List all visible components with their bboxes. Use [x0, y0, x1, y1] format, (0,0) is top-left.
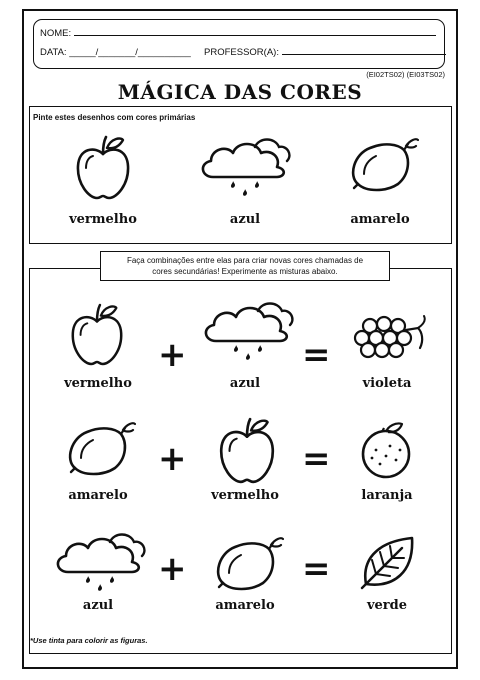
combo-2-result: laranja: [361, 488, 413, 503]
student-info-box: [33, 19, 445, 69]
apple-icon: [68, 300, 126, 368]
primary-label-1: vermelho: [69, 212, 137, 227]
primary-instruction: Pinte estes desenhos com cores primárias: [33, 113, 196, 122]
leaf-icon: [358, 532, 418, 592]
plus-sign: +: [158, 549, 187, 589]
note-line-1: Faça combinações entre elas para criar novas cores chamadas de: [126, 256, 364, 265]
nome-row: [40, 27, 436, 39]
apple-icon: [72, 132, 134, 202]
rain-cloud-icon: [48, 528, 152, 598]
combo-1-a: vermelho: [64, 376, 132, 391]
nome-label: NOME:: [40, 28, 72, 39]
rain-cloud-icon: [193, 133, 297, 203]
footnote: *Use tinta para colorir as figuras.: [30, 636, 148, 645]
primary-label-3: amarelo: [350, 212, 410, 227]
combo-3-a: azul: [82, 598, 114, 613]
plus-sign: +: [158, 335, 187, 375]
lemon-icon: [64, 420, 136, 480]
curriculum-codes: (EI02TS02) (EI03TS02): [366, 70, 445, 79]
combo-2-a: amarelo: [68, 488, 128, 503]
orange-icon: [356, 418, 416, 482]
equals-sign: =: [302, 439, 331, 479]
primary-label-2: azul: [229, 212, 261, 227]
rain-cloud-icon: [196, 297, 300, 367]
page-title: MÁGICA DAS CORES: [117, 80, 363, 104]
combo-1-result: violeta: [362, 376, 412, 391]
data-label: DATA:: [40, 47, 67, 58]
lemon-icon: [347, 136, 419, 196]
professor-label: PROFESSOR(A):: [204, 47, 279, 58]
combo-1-b: azul: [229, 376, 261, 391]
lemon-icon: [212, 535, 284, 595]
note-line-2: cores secundárias! Experimente as misturas abaixo.: [152, 267, 338, 276]
equals-sign: =: [302, 549, 331, 589]
nome-field[interactable]: [74, 27, 436, 36]
combo-3-b: amarelo: [215, 598, 275, 613]
date-row: [40, 46, 446, 58]
professor-field[interactable]: [282, 46, 446, 55]
combo-3-result: verde: [366, 598, 408, 613]
apple-icon: [216, 414, 278, 486]
date-field[interactable]: _____/_______/__________: [69, 47, 191, 58]
grapes-icon: [348, 312, 428, 362]
combo-2-b: vermelho: [211, 488, 279, 503]
plus-sign: +: [158, 439, 187, 479]
equals-sign: =: [302, 335, 331, 375]
instruction-note: [100, 251, 390, 281]
